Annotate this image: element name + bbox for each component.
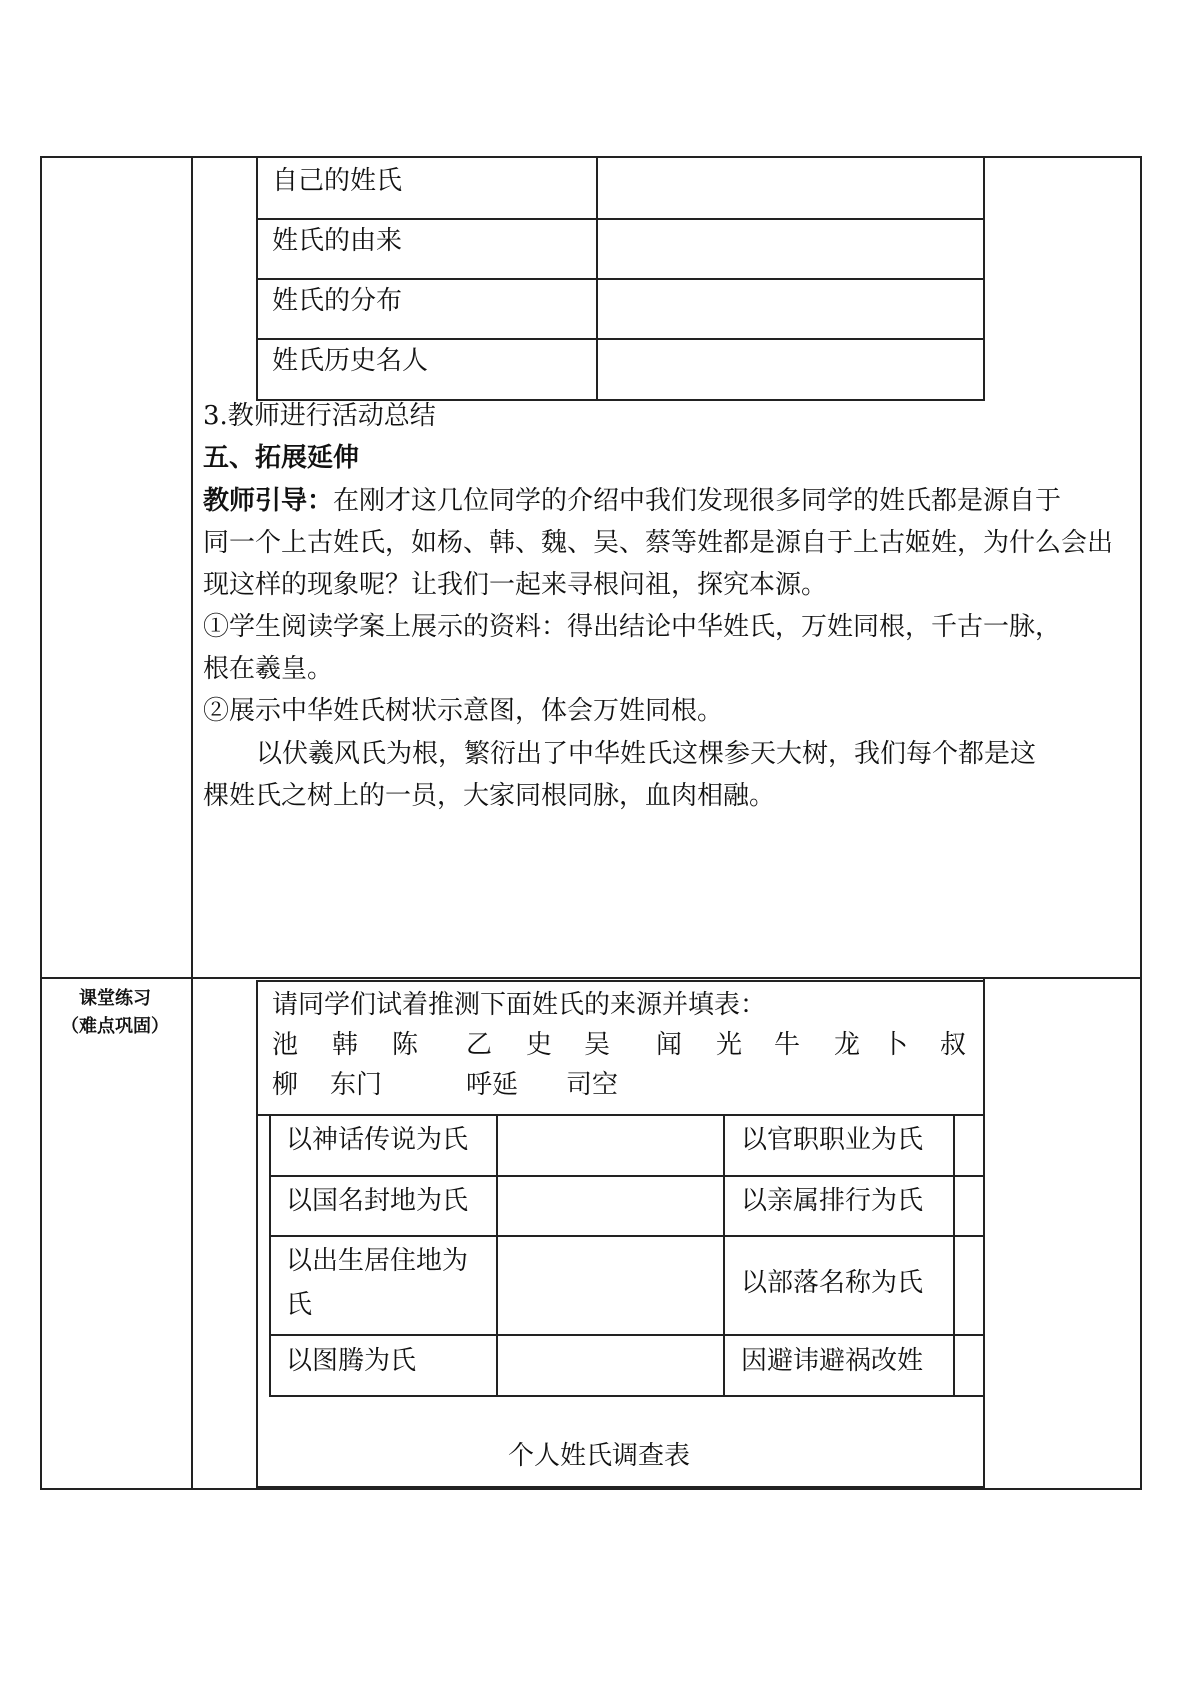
surname: 史 xyxy=(526,1030,553,1060)
surname: 叔 xyxy=(940,1030,967,1060)
step3-text: 3.教师进行活动总结 xyxy=(203,401,436,431)
guide-line-2: 同一个上古姓氏，如杨、韩、魏、吴、蔡等姓都是源自于上古姬姓，为什么会出 xyxy=(203,528,1114,558)
category-left-cell-wrap: 氏 xyxy=(286,1290,313,1320)
paragraph-line-2: 棵姓氏之树上的一员，大家同根同脉，血肉相融。 xyxy=(203,781,776,811)
point1-line-1: ①学生阅读学案上展示的资料：得出结论中华姓氏，万姓同根，千古一脉， xyxy=(203,612,1062,642)
surname: 陈 xyxy=(392,1030,419,1060)
survey-row-label: 姓氏的由来 xyxy=(272,226,403,256)
practice-box-left xyxy=(256,980,258,1489)
section-heading: 五、拓展延伸 xyxy=(203,443,360,473)
point1-line-2: 根在羲皇。 xyxy=(203,654,334,684)
category-row-line xyxy=(269,1175,985,1177)
guide-line-3: 现这样的现象呢？让我们一起来寻根问祖，探究本源。 xyxy=(203,570,828,600)
surname: 牛 xyxy=(774,1030,801,1060)
category-row-line xyxy=(269,1334,985,1336)
category-left-cell: 以图腾为氏 xyxy=(286,1346,417,1376)
category-col-line xyxy=(953,1114,955,1397)
category-col-line xyxy=(269,1114,271,1397)
surname: 吴 xyxy=(584,1030,611,1060)
practice-label-1: 课堂练习 xyxy=(79,988,151,1009)
survey-row-label: 姓氏历史名人 xyxy=(272,346,429,376)
category-right-cell: 以亲属排行为氏 xyxy=(741,1186,924,1216)
category-bottom-line xyxy=(269,1395,985,1397)
category-right-cell: 因避讳避祸改姓 xyxy=(741,1346,924,1376)
category-right-cell: 以官职职业为氏 xyxy=(741,1125,924,1155)
category-row-line xyxy=(269,1235,985,1237)
category-right-cell: 以部落名称为氏 xyxy=(741,1268,924,1298)
surname: 呼延 xyxy=(466,1070,519,1100)
surname: 柳 xyxy=(272,1070,299,1100)
outer-left-line xyxy=(40,156,42,1490)
surname: 闻 xyxy=(656,1030,683,1060)
outer-mid-line xyxy=(40,977,1142,979)
outer-top-line xyxy=(40,156,1142,158)
paragraph-line-1: 以伏羲风氏为根，繁衍出了中华姓氏这棵参天大树，我们每个都是这 xyxy=(256,739,1037,769)
category-top-line xyxy=(256,1114,985,1116)
category-left-cell: 以国名封地为氏 xyxy=(286,1186,469,1216)
surname: 韩 xyxy=(332,1030,359,1060)
category-left-cell: 以出生居住地为 xyxy=(286,1246,469,1276)
survey-row-line xyxy=(256,338,985,340)
outer-right-line xyxy=(1140,156,1142,1490)
footer-caption: 个人姓氏调查表 xyxy=(508,1441,691,1471)
surname: 光 xyxy=(716,1030,743,1060)
surname: 司空 xyxy=(566,1070,619,1100)
practice-box-bottom xyxy=(256,1486,985,1488)
surname: 东门 xyxy=(330,1070,383,1100)
survey-row-label: 姓氏的分布 xyxy=(272,286,403,316)
surname: 乙 xyxy=(466,1030,493,1060)
category-col-line xyxy=(723,1114,725,1397)
practice-label-2: （难点巩固） xyxy=(61,1016,169,1037)
guide-line-1 xyxy=(203,486,1061,516)
category-col-line xyxy=(496,1114,498,1397)
outer-bottom-line xyxy=(40,1488,1142,1490)
surname: 池 xyxy=(272,1030,299,1060)
surname: 龙 xyxy=(834,1030,861,1060)
practice-prompt: 请同学们试着推测下面姓氏的来源并填表： xyxy=(272,990,767,1020)
surname: 卜 xyxy=(882,1030,909,1060)
guide-label: 教师引导： xyxy=(203,486,334,516)
outer-col1-line xyxy=(191,156,193,1490)
point2-line: ②展示中华姓氏树状示意图，体会万姓同根。 xyxy=(203,696,724,726)
survey-row-line xyxy=(256,278,985,280)
practice-box-right xyxy=(983,977,985,1488)
practice-box-top xyxy=(256,980,985,982)
category-left-cell: 以神话传说为氏 xyxy=(286,1125,469,1155)
guide-text: 在刚才这几位同学的介绍中我们发现很多同学的姓氏都是源自于 xyxy=(333,486,1062,516)
survey-row-label: 自己的姓氏 xyxy=(272,166,403,196)
survey-row-line xyxy=(256,218,985,220)
